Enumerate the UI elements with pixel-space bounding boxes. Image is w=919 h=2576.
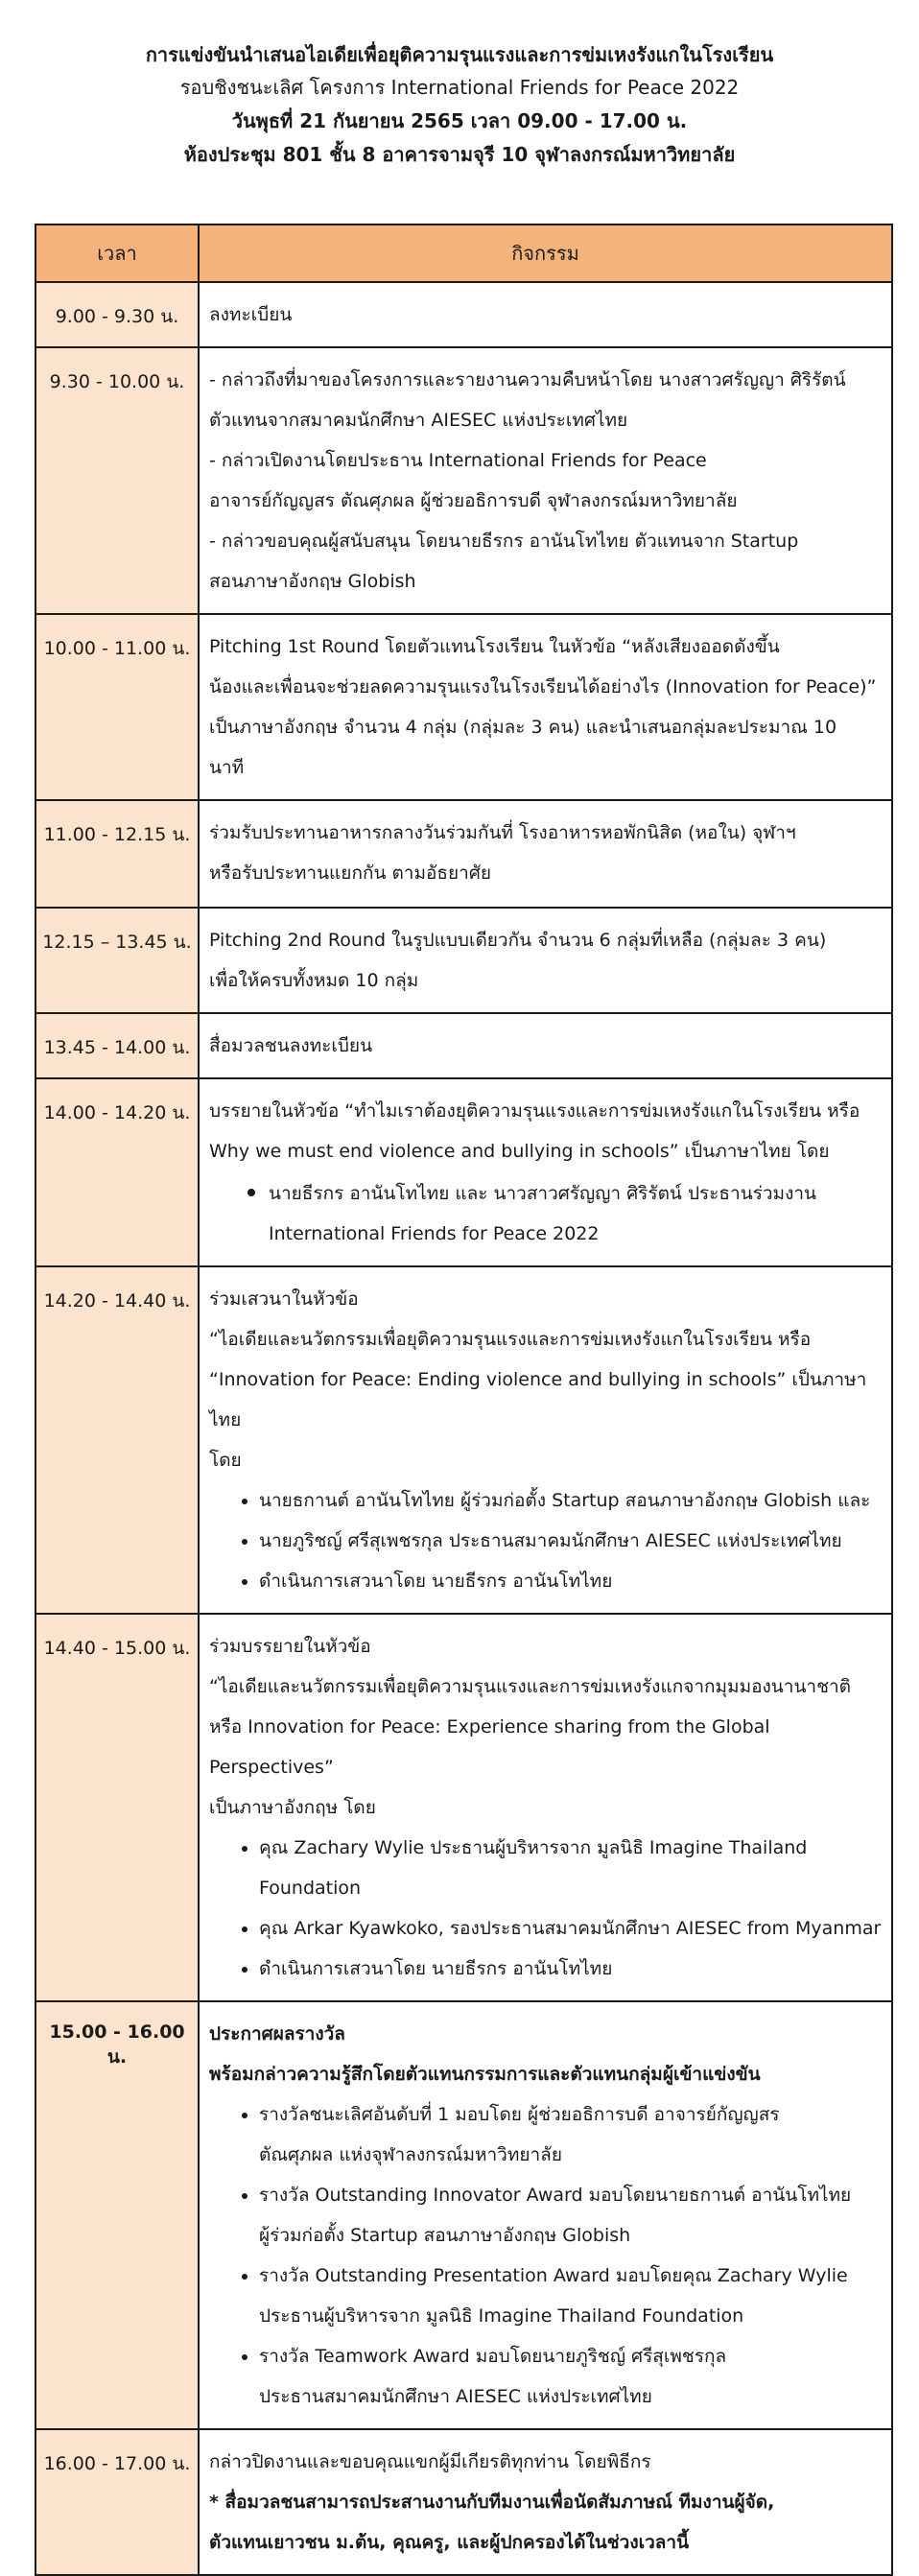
- table-row: [35, 1013, 892, 1078]
- event-title: การแข่งขันนำเสนอไอเดียเพื่อยุติความรุนแรงและการข่มเหงรังแกในโรงเรียน: [145, 43, 774, 66]
- event-date: วันพุธที่ 21 กันยายน 2565 เวลา 09.00 - 17.00 น.: [231, 109, 688, 132]
- table-row: [35, 282, 892, 347]
- activity-text: “ไอเดียและนวัตกรรมเพื่อยุติความรุนแรงและการข่มเหงรังแกในโรงเรียน หรือ: [209, 1329, 812, 1350]
- table-row: [35, 2429, 892, 2575]
- time-cell: 11.00 - 12.15 น.: [35, 800, 199, 908]
- time-cell: 14.40 - 15.00 น.: [35, 1614, 199, 2001]
- activity-text: เป็นภาษาอังกฤษ โดย: [209, 1797, 376, 1818]
- activity-text: ร่วมรับประทานอาหารกลางวันร่วมกันที่ โรงอาหารหอพักนิสิต (หอใน) จุฬาฯ: [209, 822, 796, 843]
- activity-text: ร่วมเสวนาในหัวข้อ: [209, 1288, 359, 1310]
- activity-text: กล่าวปิดงานและขอบคุณแขกผู้มีเกียรติทุกท่าน โดยพิธีกร: [209, 2451, 651, 2472]
- activity-text: เป็นภาษาอังกฤษ จำนวน 4 กลุ่ม (กลุ่มละ 3 คน) และนำเสนอกลุ่มละประมาณ 10: [209, 717, 837, 738]
- activity-text: หรือรับประทานแยกกัน ตามอัธยาศัย: [209, 863, 492, 884]
- list-item: • คุณ Zachary Wylie ประธานผู้บริหารจาก มูลนิธิ Imagine Thailand Foundation: [259, 1828, 882, 1908]
- list-item: • รางวัล Outstanding Innovator Award มอบโดยนายธกานต์ อานันโทไทย ผู้ร่วมก่อตั้ง Startup สอนภาษาอังกฤษ Globish: [259, 2175, 882, 2256]
- activity-text: น้องและเพื่อนจะช่วยลดความรุนแรงในโรงเรียนได้อย่างไร (Innovation for Peace)”: [209, 676, 877, 697]
- activity-text: - กล่าวถึงที่มาของโครงการและรายงานความคืบหน้าโดย นางสาวศรัญญา ศิริรัตน์: [209, 369, 846, 390]
- list-item: • นายธีรกร อานันโทไทย และ นาวสาวศรัญญา ศิริรัตน์ ประธานร่วมงาน International Friends for Peace 2022: [269, 1171, 882, 1254]
- media-note: * สื่อมวลชนสามารถประสานงานกับทีมงานเพื่อนัดสัมภาษณ์ ทีมงานผู้จัด,: [209, 2492, 775, 2513]
- activity-text: สื่อมวลชนลงทะเบียน: [209, 1035, 373, 1056]
- activity-text: ประกาศผลรางวัล: [209, 2023, 345, 2044]
- speaker-list: [209, 1171, 882, 1254]
- activity-text: Pitching 1st Round โดยตัวแทนโรงเรียน ในหัวข้อ “หลังเสียงออดดังขึ้น: [209, 636, 780, 657]
- event-venue: ห้องประชุม 801 ชั้น 8 อาคารจามจุรี 10 จุฬาลงกรณ์มหาวิทยาลัย: [183, 143, 736, 166]
- time-cell: 14.00 - 14.20 น.: [35, 1078, 199, 1266]
- time-cell: 9.00 - 9.30 น.: [35, 282, 199, 347]
- activity-cell: [199, 1266, 892, 1614]
- list-item: • รางวัลชนะเลิศอันดับที่ 1 มอบโดย ผู้ช่วยอธิการบดี อาจารย์กัญญสร ตัณศุภผล แห่งจุฬาลงกรณ์มหาวิทยาลัย: [259, 2094, 882, 2175]
- activity-column-header: กิจกรรม: [199, 225, 892, 282]
- activity-text: ลงทะเบียน: [209, 304, 293, 325]
- activity-text: หรือ Innovation for Peace: Experience sharing from the Global Perspectives”: [209, 1716, 770, 1778]
- list-item: • ดำเนินการเสวนาโดย นายธีรกร อานันโทไทย: [259, 1949, 882, 1989]
- activity-text: - กล่าวเปิดงานโดยประธาน International Friends for Peace: [209, 450, 707, 471]
- activity-text: “Innovation for Peace: Ending violence and bullying in schools” เป็นภาษาไทย: [209, 1369, 867, 1430]
- activity-cell: [199, 2001, 892, 2429]
- activity-cell: [199, 2429, 892, 2575]
- activity-text: - กล่าวขอบคุณผู้สนับสนุน โดยนายธีรกร อานันโทไทย ตัวแทนจาก Startup: [209, 531, 799, 552]
- table-header-row: [35, 225, 892, 282]
- table-row: [35, 614, 892, 800]
- activity-text: ตัวแทนจากสมาคมนักศึกษา AIESEC แห่งประเทศไทย: [209, 410, 628, 431]
- activity-cell: [199, 614, 892, 800]
- panelist-list: [209, 1480, 882, 1601]
- table-row: [35, 347, 892, 614]
- activity-text: Why we must end violence and bullying in schools” เป็นภาษาไทย โดย: [209, 1141, 830, 1162]
- list-item: • รางวัล Teamwork Award มอบโดยนายภูริชญ์ ศรีสุเพชรกุล ประธานสมาคมนักศึกษา AIESEC แห่งประเทศไทย: [259, 2336, 882, 2417]
- schedule-table: [35, 224, 893, 2576]
- award-list: [209, 2094, 882, 2417]
- table-row: [35, 908, 892, 1013]
- activity-text: พร้อมกล่าวความรู้สึกโดยตัวแทนกรรมการและตัวแทนกลุ่มผู้เข้าแข่งขัน: [209, 2064, 761, 2085]
- activity-cell: [199, 1614, 892, 2001]
- schedule-header: [0, 0, 919, 171]
- time-cell: 14.20 - 14.40 น.: [35, 1266, 199, 1614]
- table-row: [35, 1266, 892, 1614]
- activity-text: “ไอเดียและนวัตกรรมเพื่อยุติความรุนแรงและการข่มเหงรังแกจากมุมมองนานาชาติ: [209, 1676, 851, 1697]
- table-row: [35, 1614, 892, 2001]
- activity-cell: [199, 908, 892, 1013]
- list-item: • คุณ Arkar Kyawkoko, รองประธานสมาคมนักศึกษา AIESEC from Myanmar: [259, 1908, 882, 1949]
- table-row: [35, 800, 892, 908]
- table-row: [35, 2001, 892, 2429]
- list-item: • ดำเนินการเสวนาโดย นายธีรกร อานันโทไทย: [259, 1561, 882, 1601]
- activity-text: Pitching 2nd Round ในรูปแบบเดียวกัน จำนวน 6 กลุ่มที่เหลือ (กลุ่มละ 3 คน): [209, 930, 827, 951]
- list-item: • นายธกานต์ อานันโทไทย ผู้ร่วมก่อตั้ง Startup สอนภาษาอังกฤษ Globish และ: [259, 1480, 882, 1521]
- activity-text: โดย: [209, 1450, 242, 1471]
- time-cell: 9.30 - 10.00 น.: [35, 347, 199, 614]
- list-item: • นายภูริชญ์ ศรีสุเพชรกุล ประธานสมาคมนักศึกษา AIESEC แห่งประเทศไทย: [259, 1521, 882, 1561]
- time-cell: 12.15 – 13.45 น.: [35, 908, 199, 1013]
- time-column-header: เวลา: [35, 225, 199, 282]
- activity-text: สอนภาษาอังกฤษ Globish: [209, 571, 416, 592]
- table-row: [35, 1078, 892, 1266]
- time-cell: 10.00 - 11.00 น.: [35, 614, 199, 800]
- activity-text: นาที: [209, 757, 245, 778]
- list-item: • รางวัล Outstanding Presentation Award มอบโดยคุณ Zachary Wylie ประธานผู้บริหารจาก มูลนิธิ Imagine Thailand Foundation: [259, 2256, 882, 2336]
- activity-cell: [199, 282, 892, 347]
- activity-text: เพื่อให้ครบทั้งหมด 10 กลุ่ม: [209, 970, 419, 991]
- event-subtitle: รอบชิงชนะเลิศ โครงการ International Friends for Peace 2022: [179, 76, 740, 99]
- activity-cell: [199, 1013, 892, 1078]
- media-note: ตัวแทนเยาวชน ม.ต้น, คุณครู, และผู้ปกครองได้ในช่วงเวลานี้: [209, 2532, 690, 2553]
- time-cell: 15.00 - 16.00 น.: [35, 2001, 199, 2429]
- speaker-list: [209, 1828, 882, 1989]
- time-cell: 13.45 - 14.00 น.: [35, 1013, 199, 1078]
- activity-cell: [199, 1078, 892, 1266]
- time-cell: 16.00 - 17.00 น.: [35, 2429, 199, 2575]
- activity-text: บรรยายในหัวข้อ “ทำไมเราต้องยุติความรุนแรงและการข่มเหงรังแกในโรงเรียน หรือ: [209, 1100, 860, 1122]
- activity-text: ร่วมบรรยายในหัวข้อ: [209, 1636, 371, 1657]
- activity-text: อาจารย์กัญญสร ตัณศุภผล ผู้ช่วยอธิการบดี จุฬาลงกรณ์มหาวิทยาลัย: [209, 490, 738, 511]
- activity-cell: [199, 800, 892, 908]
- activity-cell: [199, 347, 892, 614]
